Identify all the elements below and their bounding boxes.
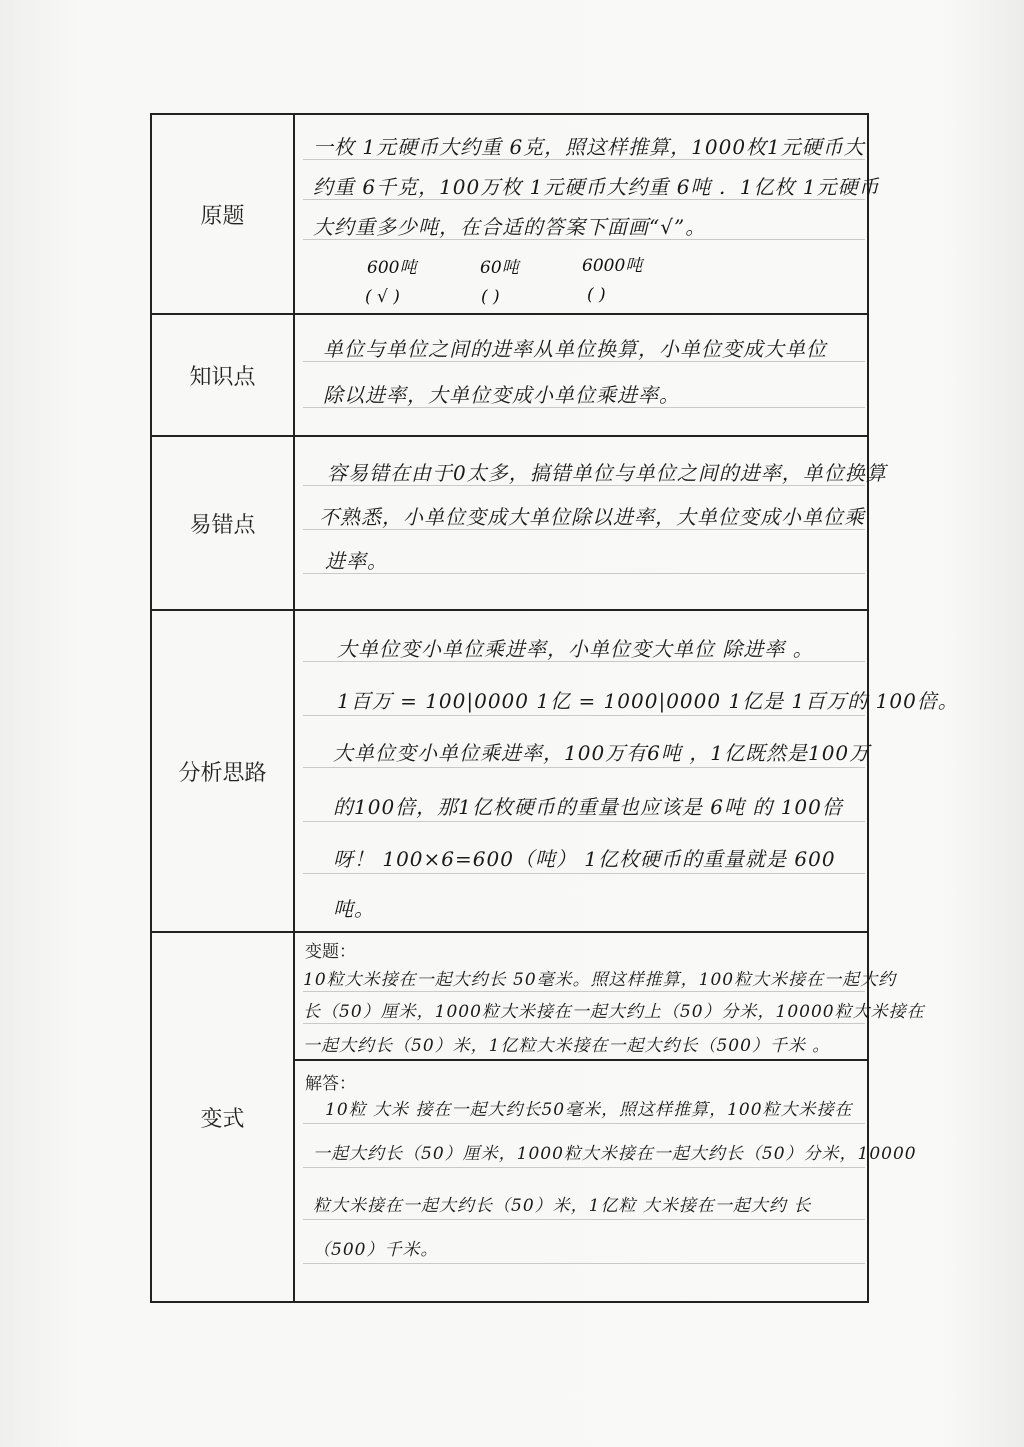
content-analysis [295,611,959,931]
variant-answer-heading: 解答： [305,1074,356,1093]
row-analysis [152,611,959,933]
option-mark: ( ) [481,287,500,307]
label-knowledge: 知识点 [152,315,295,435]
ruled-line [303,1263,865,1264]
ruled-line [303,821,865,822]
error-notebook-table [150,113,959,1303]
option-mark: ( √ ) [365,287,400,307]
row-original [152,115,880,315]
content-knowledge [295,315,867,435]
content-mistake [295,437,887,609]
ruled-line [303,991,865,992]
ruled-line [303,159,865,160]
ruled-line [303,1023,865,1024]
variant-answer-line: 一起大约长（50）厘米，1000粒大米接在一起大约长（50）分米，10000 [313,1144,917,1164]
analysis-line: 呀！ 100×6=600（吨） 1亿枚硬币的重量就是 600 [333,847,836,871]
label-variant: 变式 [152,933,295,1301]
label-analysis: 分析思路 [152,611,295,931]
analysis-line: 大单位变小单位乘进率，小单位变大单位 除进率 。 [337,637,814,661]
original-line: 约重 6千克，100万枚 1元硬币大约重 6吨 ．1亿枚 1元硬币 [313,175,880,199]
analysis-line: 吨。 [333,897,375,921]
original-line: 一枚 1元硬币大约重 6克，照这样推算，1000枚1元硬币大 [313,135,865,159]
variant-answer-line: （500）千米。 [313,1240,439,1260]
ruled-line [303,1123,865,1124]
label-original: 原题 [152,115,295,313]
content-variant [295,933,925,1301]
knowledge-line: 除以进率，大单位变成小单位乘进率。 [323,383,680,407]
ruled-line [303,661,865,662]
ruled-line [303,573,865,574]
label-mistake: 易错点 [152,437,295,609]
mistake-line: 容易错在由于0太多，搞错单位与单位之间的进率，单位换算 [327,461,887,485]
ruled-line [303,239,865,240]
variant-question-line: 10粒大米接在一起大约长 50毫米。照这样推算，100粒大米接在一起大约 [303,970,897,990]
variant-question-line: 一起大约长（50）米，1亿粒大米接在一起大约长（500）千米 。 [303,1036,831,1056]
variant-question-line: 长（50）厘米，1000粒大米接在一起大约上（50）分米，10000粒大米接在 [303,1002,925,1022]
variant-question-heading: 变题： [305,942,356,961]
option-mark: ( ) [587,285,606,305]
option-value: 600吨 [367,258,417,278]
ruled-line [303,485,865,486]
analysis-line: 大单位变小单位乘进率，100万有6吨 ，1亿既然是100万 [333,741,871,765]
variant-answer-line: 10粒 大米 接在一起大约长50毫米，照这样推算，100粒大米接在 [325,1100,853,1120]
ruled-line [303,199,865,200]
analysis-line: 1百万 = 100|0000 1亿 = 1000|0000 1亿是 1百万的 100倍。 [337,689,959,713]
ruled-line [303,407,865,408]
content-original [295,115,880,313]
ruled-line [303,1219,865,1220]
row-knowledge [152,315,867,437]
option-value: 6000吨 [582,256,643,276]
row-variant [152,933,925,1301]
knowledge-line: 单位与单位之间的进率从单位换算，小单位变成大单位 [323,337,827,361]
variant-answer-line: 粒大米接在一起大约长（50）米，1亿粒 大米接在一起大约 长 [313,1196,812,1216]
ruled-line [303,873,865,874]
ruled-line [303,767,865,768]
ruled-line [303,1167,865,1168]
ruled-line [303,715,865,716]
variant-divider [295,1059,867,1061]
ruled-line [303,529,865,530]
analysis-line: 的100倍，那1亿枚硬币的重量也应该是 6吨 的 100倍 [333,795,843,819]
row-mistake [152,437,887,611]
original-line: 大约重多少吨，在合适的答案下面画“√”。 [313,215,707,239]
option-value: 60吨 [480,258,519,278]
ruled-line [303,361,865,362]
mistake-line: 进率。 [325,549,388,573]
mistake-line: 不熟悉，小单位变成大单位除以进率，大单位变成小单位乘 [319,505,865,529]
